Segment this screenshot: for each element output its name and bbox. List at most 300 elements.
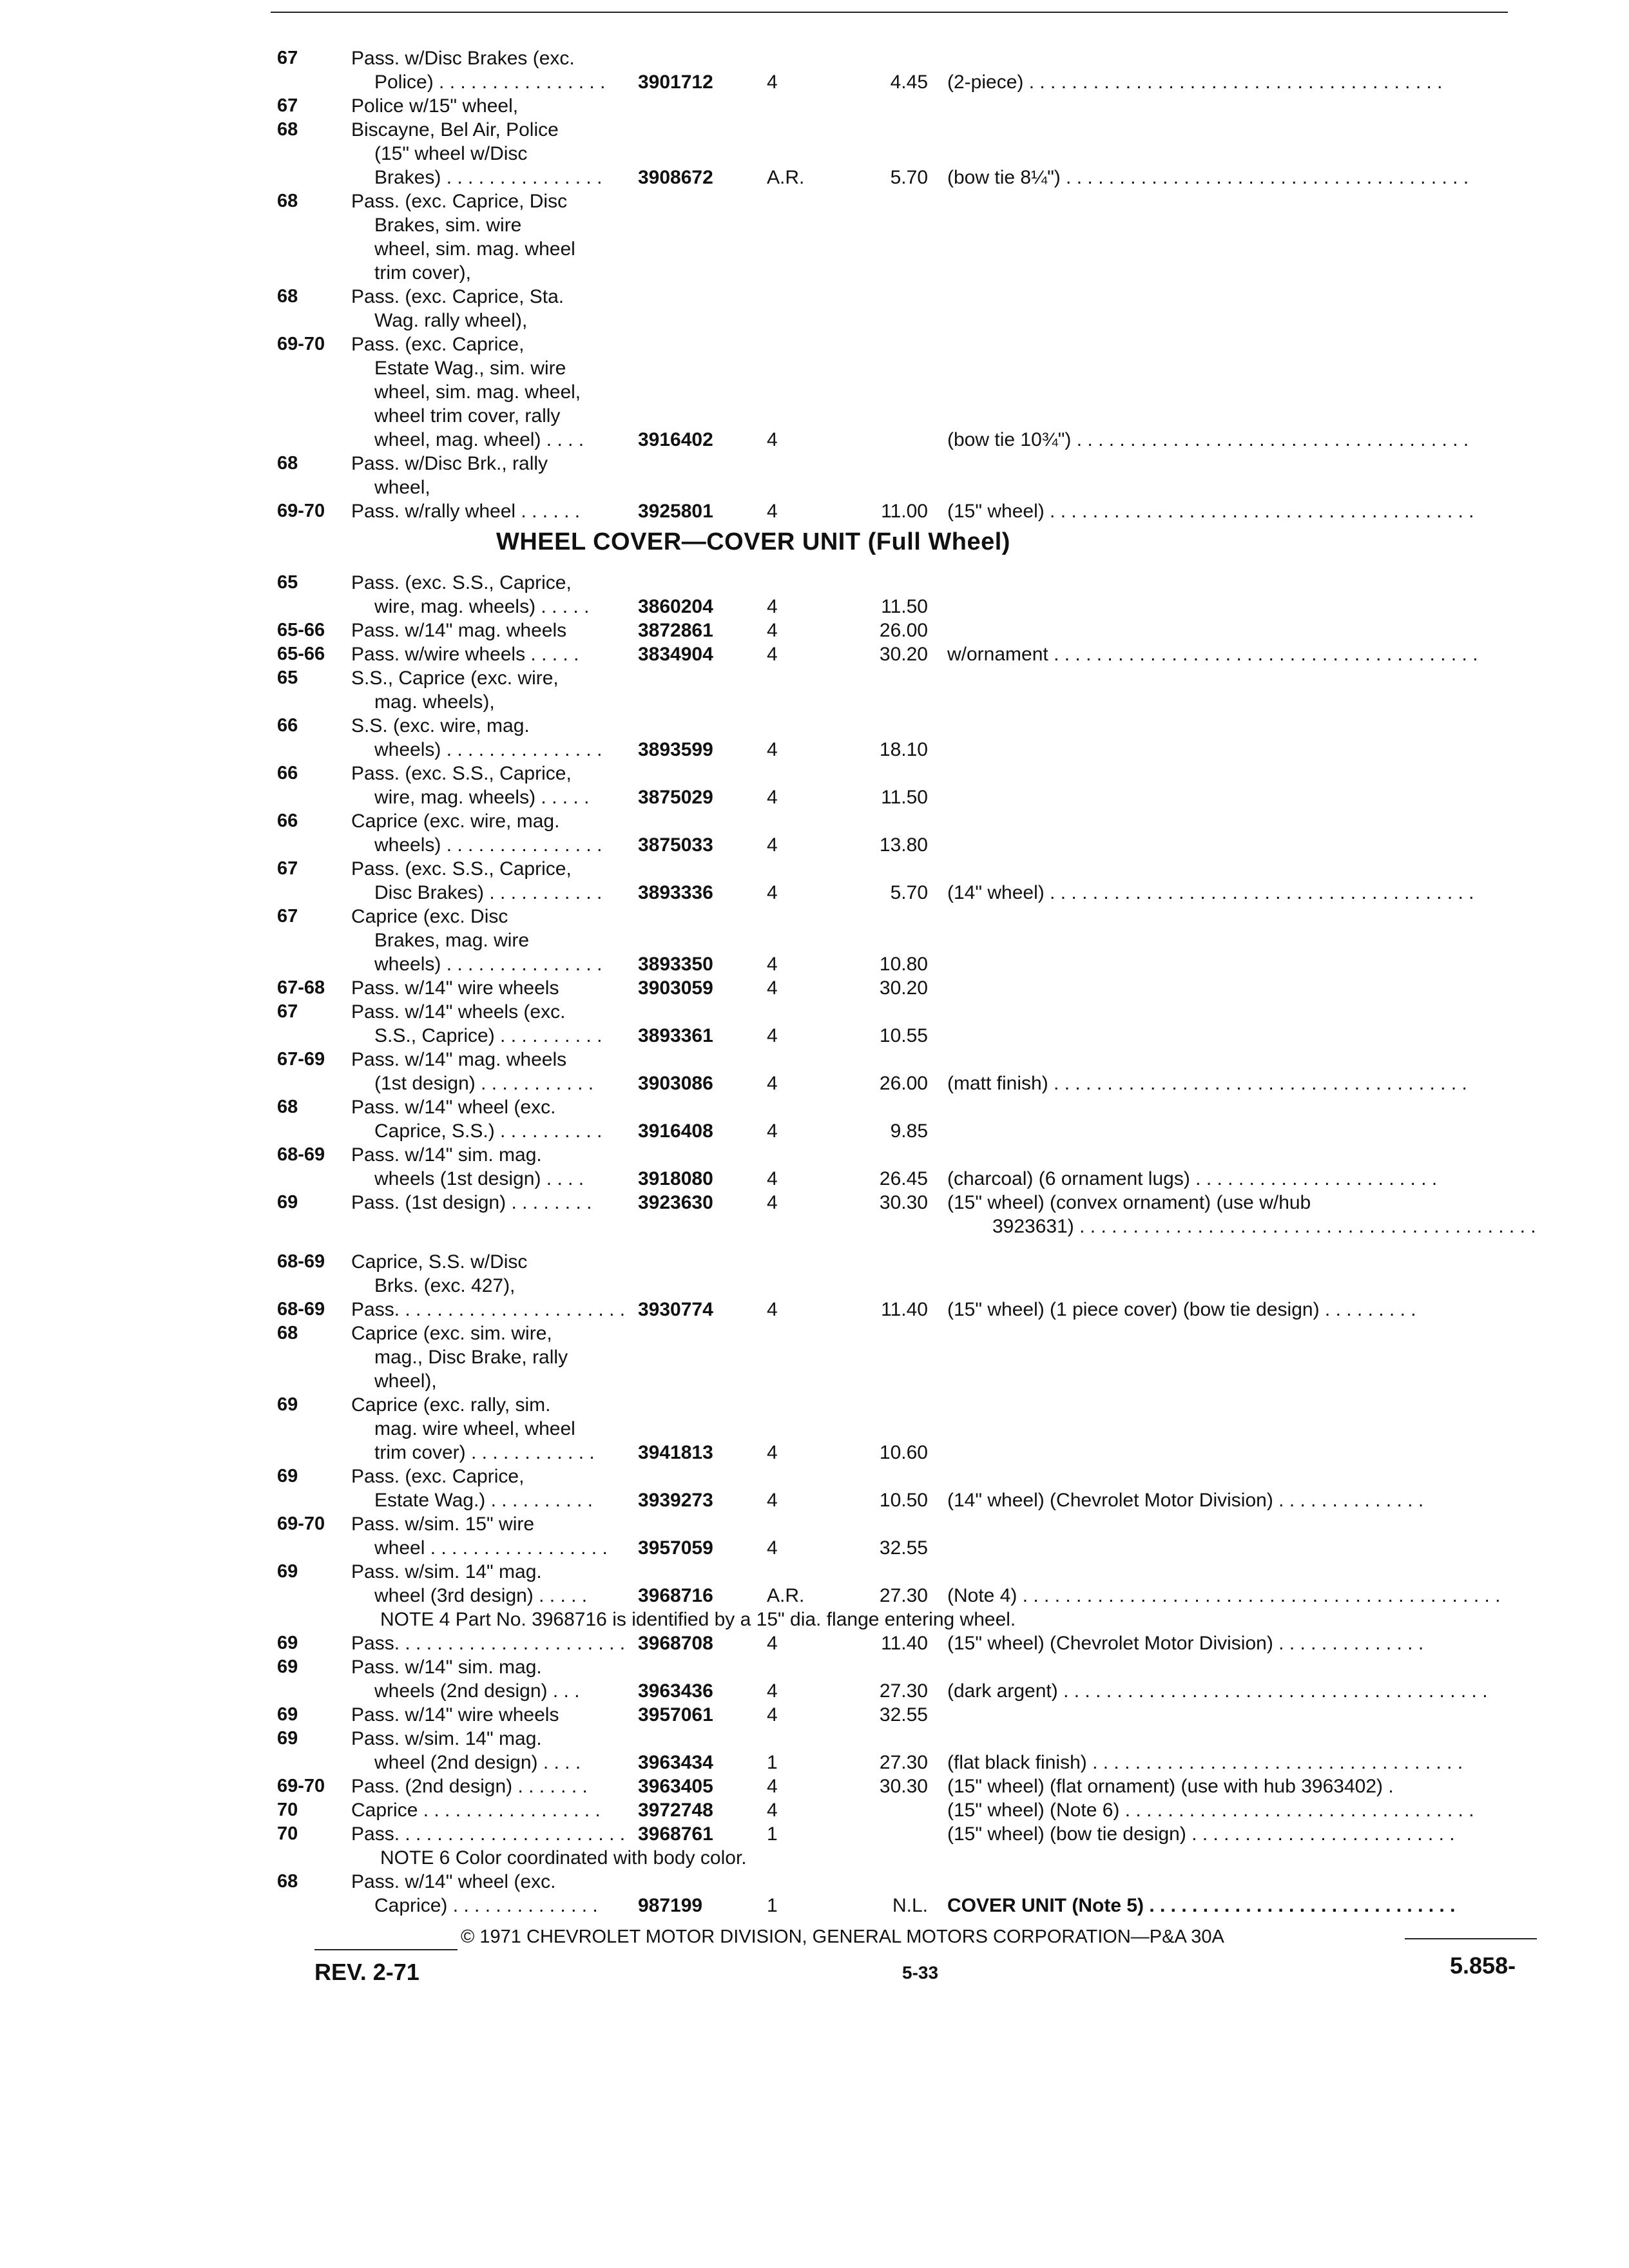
- entry-detail-line: [277, 1703, 1540, 1727]
- part-number: 3893599: [638, 739, 713, 760]
- part-number: 3903086: [638, 1073, 713, 1094]
- quantity: 4: [767, 834, 778, 856]
- entry-detail-line: [277, 1215, 1540, 1238]
- part-number: 3903059: [638, 977, 713, 999]
- note-line: NOTE 6 Color coordinated with body color.: [380, 1847, 747, 1869]
- parts-entry: [277, 1000, 1540, 1048]
- entry-detail-line: [277, 785, 1540, 809]
- part-number: 3968708: [638, 1633, 713, 1654]
- revision-label: REV. 2-71: [314, 1959, 419, 1985]
- model-year: 69: [277, 1561, 298, 1582]
- description-line: Pass. w/14" mag. wheels: [351, 1049, 567, 1070]
- description-line: Caprice . . . . . . . . . . . . . . . . .: [351, 1800, 601, 1821]
- price: 27.30: [879, 1585, 928, 1606]
- entry-detail-line: [277, 619, 1540, 642]
- parts-entry: [277, 1298, 1540, 1321]
- entry-detail-line: [277, 1751, 1540, 1774]
- part-number: 3972748: [638, 1800, 713, 1821]
- entry-detail-line: [277, 499, 1540, 523]
- description-line: wheel (3rd design) . . . . .: [374, 1585, 588, 1606]
- price: 5.70: [890, 882, 928, 903]
- quantity: 4: [767, 1192, 778, 1213]
- parts-entry: [277, 1191, 1540, 1238]
- price: 10.55: [879, 1025, 928, 1046]
- remarks: (15" wheel) (1 piece cover) (bow tie design) . . . . . . . . .: [947, 1299, 1416, 1320]
- quantity: 1: [767, 1752, 778, 1773]
- description-line: Caprice, S.S. w/Disc: [351, 1251, 528, 1273]
- entry-description: [351, 332, 628, 428]
- price: 10.50: [879, 1490, 928, 1511]
- quantity: 4: [767, 977, 778, 999]
- parts-entry: [277, 1655, 1540, 1703]
- model-year: 68-69: [277, 1144, 325, 1165]
- model-year: 69: [277, 1192, 298, 1213]
- entry-description: [351, 714, 628, 738]
- model-year: 69: [277, 1633, 298, 1653]
- part-number: 3968716: [638, 1585, 713, 1606]
- parts-entry: [277, 1250, 1540, 1298]
- description-line: Pass. w/sim. 14" mag.: [351, 1561, 542, 1582]
- description-line: Pass. w/14" wheels (exc.: [351, 1001, 566, 1023]
- parts-entry: [277, 499, 1540, 523]
- model-year: 69-70: [277, 1776, 325, 1796]
- remarks: COVER UNIT (Note 5) . . . . . . . . . . . . . . . . . . . . . . . . . . . . .: [947, 1895, 1456, 1916]
- entry-detail-line: [277, 166, 1540, 189]
- entry-detail-line: [277, 1679, 1540, 1703]
- entry-detail-line: [277, 1369, 1540, 1393]
- description-line: Pass. w/14" wheel (exc.: [351, 1871, 556, 1892]
- model-year: 67: [277, 906, 298, 927]
- description-line: Disc Brakes) . . . . . . . . . . .: [374, 882, 602, 903]
- price: 10.60: [879, 1442, 928, 1463]
- quantity: 4: [767, 1537, 778, 1559]
- entry-detail-line: [277, 881, 1540, 905]
- quantity: 4: [767, 1073, 778, 1094]
- description-line: Pass. w/rally wheel . . . . . .: [351, 501, 581, 522]
- part-number: 3908672: [638, 167, 713, 188]
- model-year: 68: [277, 453, 298, 474]
- description-line: Pass. w/wire wheels . . . . .: [351, 644, 579, 665]
- entry-detail-line: [277, 1298, 1540, 1321]
- part-number: 3968761: [638, 1823, 713, 1845]
- price: 11.50: [881, 787, 928, 808]
- price: 11.50: [881, 596, 928, 617]
- model-year: 68: [277, 1097, 298, 1117]
- description-line: wheels) . . . . . . . . . . . . . . .: [374, 739, 602, 760]
- parts-entry: [277, 571, 1540, 619]
- quantity: A.R.: [767, 1585, 805, 1606]
- quantity: 4: [767, 1442, 778, 1463]
- quantity: 4: [767, 739, 778, 760]
- description-line: Pass. w/Disc Brk., rally: [351, 453, 548, 474]
- model-year: 69-70: [277, 334, 325, 354]
- entry-detail-line: [277, 1631, 1540, 1655]
- entry-detail-line: [277, 952, 1540, 976]
- parts-entry: [277, 94, 1540, 118]
- entry-detail-line: [277, 1274, 1540, 1298]
- entry-description: [351, 1095, 628, 1119]
- page-number: 5-33: [902, 1963, 939, 1983]
- part-number: 987199: [638, 1895, 703, 1916]
- entry-detail-line: [277, 1072, 1540, 1095]
- parts-entry: [277, 1560, 1540, 1608]
- remarks: (15" wheel) . . . . . . . . . . . . . . . . . . . . . . . . . . . . . . . . . . . . . . . .: [947, 501, 1474, 522]
- entry-detail-line: [277, 595, 1540, 619]
- description-line: Pass. w/14" sim. mag.: [351, 1144, 542, 1166]
- description-line: Estate Wag.) . . . . . . . . . .: [374, 1490, 593, 1511]
- parts-entry: [277, 857, 1540, 905]
- quantity: 4: [767, 429, 778, 450]
- remarks: (15" wheel) (Chevrolet Motor Division) . . . . . . . . . . . . . .: [947, 1633, 1424, 1654]
- entry-detail-line: [277, 1536, 1540, 1560]
- price: N.L.: [892, 1895, 928, 1916]
- description-line: Biscayne, Bel Air, Police: [351, 119, 559, 140]
- parts-entry: [277, 332, 1540, 452]
- parts-entry: [277, 666, 1540, 714]
- remarks: (14" wheel) (Chevrolet Motor Division) . . . . . . . . . . . . . .: [947, 1490, 1424, 1511]
- price: 13.80: [879, 834, 928, 856]
- description-line: Wag. rally wheel),: [374, 310, 528, 331]
- price: 30.20: [879, 977, 928, 999]
- note-line: NOTE 4 Part No. 3968716 is identified by a 15" dia. flange entering wheel.: [380, 1609, 1016, 1630]
- entry-detail-line: [277, 1024, 1540, 1048]
- part-number: 3963434: [638, 1752, 713, 1773]
- entry-description: [351, 118, 628, 166]
- remarks: (2-piece) . . . . . . . . . . . . . . . . . . . . . . . . . . . . . . . . . . . . . . .: [947, 72, 1443, 93]
- remarks: (15" wheel) (flat ornament) (use with hub 3963402) .: [947, 1776, 1394, 1797]
- quantity: 4: [767, 1680, 778, 1702]
- entry-detail-line: [277, 1191, 1540, 1215]
- model-year: 69: [277, 1657, 298, 1677]
- price: 27.30: [879, 1680, 928, 1702]
- quantity: 4: [767, 1776, 778, 1797]
- model-year: 66: [277, 811, 298, 831]
- entry-description: [351, 809, 628, 833]
- price: 26.00: [879, 1073, 928, 1094]
- model-year: 69-70: [277, 501, 325, 521]
- model-year: 69-70: [277, 1514, 325, 1534]
- description-line: wheel, sim. mag. wheel: [374, 238, 575, 260]
- description-line: Caprice (exc. rally, sim.: [351, 1394, 551, 1416]
- price: 11.40: [881, 1299, 928, 1320]
- entry-description: [351, 762, 628, 785]
- part-number: 3957059: [638, 1537, 713, 1559]
- remarks: w/ornament . . . . . . . . . . . . . . . . . . . . . . . . . . . . . . . . . . . . . . . .: [947, 644, 1478, 665]
- description-line: wheel),: [374, 1370, 437, 1392]
- price: 32.55: [879, 1704, 928, 1725]
- copyright-line: © 1971 CHEVROLET MOTOR DIVISION, GENERAL MOTORS CORPORATION—P&A 30A: [461, 1927, 1224, 1947]
- quantity: 4: [767, 72, 778, 93]
- entry-detail-line: [277, 1822, 1540, 1846]
- description-line: Pass. w/14" mag. wheels: [351, 620, 567, 641]
- entry-description: [351, 1512, 628, 1536]
- entry-detail-line: [277, 428, 1540, 452]
- price: 30.20: [879, 644, 928, 665]
- remarks: 3923631) . . . . . . . . . . . . . . . . . . . . . . . . . . . . . . . . . . . . . . . . . . .: [992, 1216, 1536, 1237]
- parts-entry: [277, 46, 1540, 94]
- model-year: 65-66: [277, 644, 325, 664]
- description-line: Pass. (1st design) . . . . . . . .: [351, 1192, 592, 1213]
- model-year: 70: [277, 1823, 298, 1844]
- description-line: Estate Wag., sim. wire: [374, 358, 566, 379]
- entry-detail-line: [277, 738, 1540, 762]
- entry-detail-line: [277, 70, 1540, 94]
- quantity: 4: [767, 644, 778, 665]
- model-year: 65: [277, 572, 298, 593]
- parts-entry: [277, 1798, 1540, 1822]
- entry-detail-line: [277, 476, 1540, 499]
- remarks: (15" wheel) (convex ornament) (use w/hub: [947, 1192, 1311, 1213]
- entry-description: [351, 46, 628, 70]
- parts-entry: [277, 118, 1540, 189]
- entry-description: [351, 1727, 628, 1751]
- description-line: Pass. w/14" sim. mag.: [351, 1657, 542, 1678]
- model-year: 68-69: [277, 1251, 325, 1272]
- parts-entry: [277, 619, 1540, 642]
- quantity: 4: [767, 1025, 778, 1046]
- footer-rule-right: [1405, 1938, 1537, 1939]
- part-number: 3875029: [638, 787, 713, 808]
- entry-detail-line: [277, 1774, 1540, 1798]
- description-line: Brakes) . . . . . . . . . . . . . . .: [374, 167, 602, 188]
- description-line: Pass. (exc. Caprice, Disc: [351, 191, 568, 212]
- model-year: 68: [277, 286, 298, 307]
- model-year: 68: [277, 1871, 298, 1892]
- price: 30.30: [879, 1776, 928, 1797]
- description-line: Pass. (exc. Caprice,: [351, 334, 525, 355]
- model-year: 68: [277, 119, 298, 140]
- description-line: (1st design) . . . . . . . . . . .: [374, 1073, 594, 1094]
- part-number: 3963436: [638, 1680, 713, 1702]
- description-line: Police) . . . . . . . . . . . . . . . .: [374, 72, 606, 93]
- entry-description: [351, 857, 628, 881]
- description-line: Pass. . . . . . . . . . . . . . . . . . . . . .: [351, 1823, 626, 1845]
- description-line: Caprice (exc. Disc: [351, 906, 508, 927]
- model-year: 69: [277, 1394, 298, 1415]
- part-number: 3939273: [638, 1490, 713, 1511]
- parts-entry: [277, 809, 1540, 857]
- model-year: 68: [277, 191, 298, 211]
- entry-description: [351, 1250, 628, 1274]
- remarks: (Note 4) . . . . . . . . . . . . . . . . . . . . . . . . . . . . . . . . . . . . . . . . . . . . .: [947, 1585, 1501, 1606]
- description-line: wheel trim cover, rally: [374, 405, 561, 427]
- description-line: Brks. (exc. 427),: [374, 1275, 516, 1296]
- quantity: 4: [767, 1490, 778, 1511]
- description-line: Pass. w/14" wire wheels: [351, 977, 559, 999]
- part-number: 3893350: [638, 954, 713, 975]
- description-line: S.S., Caprice) . . . . . . . . . .: [374, 1025, 602, 1046]
- parts-entry: [277, 1465, 1540, 1512]
- description-line: Pass. (exc. S.S., Caprice,: [351, 572, 572, 593]
- description-line: Pass. w/sim. 15" wire: [351, 1514, 535, 1535]
- remarks: (flat black finish) . . . . . . . . . . . . . . . . . . . . . . . . . . . . . . . . . . .: [947, 1752, 1463, 1773]
- model-year: 65: [277, 668, 298, 688]
- model-year: 67: [277, 95, 298, 116]
- quantity: 4: [767, 1120, 778, 1142]
- price: 9.85: [890, 1120, 928, 1142]
- description-line: Pass. w/Disc Brakes (exc.: [351, 48, 575, 69]
- parts-entry: [277, 1143, 1540, 1191]
- parts-entry: [277, 1727, 1540, 1774]
- parts-entry: [277, 1822, 1540, 1846]
- entry-detail-line: [277, 690, 1540, 714]
- parts-entry: [277, 1048, 1540, 1095]
- part-number: 3918080: [638, 1168, 713, 1189]
- description-line: wheel, sim. mag. wheel,: [374, 381, 581, 403]
- model-year: 69: [277, 1466, 298, 1486]
- description-line: Caprice (exc. wire, mag.: [351, 811, 560, 832]
- model-year: 69: [277, 1704, 298, 1725]
- entry-description: [351, 189, 628, 261]
- description-line: wheels (1st design) . . . .: [374, 1168, 584, 1189]
- quantity: 4: [767, 954, 778, 975]
- quantity: 1: [767, 1895, 778, 1916]
- parts-list-upper: [277, 46, 1540, 523]
- model-year: 65-66: [277, 620, 325, 640]
- remarks: (matt finish) . . . . . . . . . . . . . . . . . . . . . . . . . . . . . . . . . . . . . . .: [947, 1073, 1467, 1094]
- price: 10.80: [879, 954, 928, 975]
- part-number: 3875033: [638, 834, 713, 856]
- parts-entry: [277, 452, 1540, 499]
- model-year: 67-68: [277, 977, 325, 998]
- entry-description: [351, 1143, 628, 1167]
- part-number: 3957061: [638, 1704, 713, 1725]
- description-line: mag., Disc Brake, rally: [374, 1347, 568, 1368]
- description-line: wheels) . . . . . . . . . . . . . . .: [374, 954, 602, 975]
- quantity: 4: [767, 1800, 778, 1821]
- parts-entry: [277, 1774, 1540, 1798]
- entry-description: [351, 452, 628, 476]
- quantity: 4: [767, 620, 778, 641]
- description-line: Pass. (2nd design) . . . . . . .: [351, 1776, 588, 1797]
- price: 26.00: [879, 620, 928, 641]
- parts-entry: [277, 1870, 1540, 1917]
- parts-entry: [277, 714, 1540, 762]
- parts-entry: [277, 1393, 1540, 1465]
- remarks: (14" wheel) . . . . . . . . . . . . . . . . . . . . . . . . . . . . . . . . . . . . . . . .: [947, 882, 1474, 903]
- description-line: Brakes, sim. wire: [374, 215, 522, 236]
- part-number: 3834904: [638, 644, 713, 665]
- description-line: wheels) . . . . . . . . . . . . . . .: [374, 834, 602, 856]
- description-line: wheels (2nd design) . . .: [374, 1680, 580, 1702]
- section-code: 5.858-: [1450, 1952, 1516, 1979]
- remarks: (15" wheel) (bow tie design) . . . . . . . . . . . . . . . . . . . . . . . . .: [947, 1823, 1455, 1845]
- description-line: wire, mag. wheels) . . . . .: [374, 787, 590, 808]
- parts-entry: [277, 976, 1540, 1000]
- part-number: 3893361: [638, 1025, 713, 1046]
- description-line: wheel . . . . . . . . . . . . . . . . .: [374, 1537, 608, 1559]
- entry-description: [351, 1393, 628, 1441]
- model-year: 70: [277, 1800, 298, 1820]
- price: 18.10: [879, 739, 928, 760]
- price: 5.70: [890, 167, 928, 188]
- part-number: 3872861: [638, 620, 713, 641]
- remarks: (15" wheel) (Note 6) . . . . . . . . . . . . . . . . . . . . . . . . . . . . . . . . .: [947, 1800, 1474, 1821]
- description-line: wheel,: [374, 477, 430, 498]
- entry-description: [351, 285, 628, 309]
- quantity: 1: [767, 1823, 778, 1845]
- model-year: 66: [277, 715, 298, 736]
- description-line: Caprice) . . . . . . . . . . . . . .: [374, 1895, 598, 1916]
- price: 11.40: [881, 1633, 928, 1654]
- part-number: 3941813: [638, 1442, 713, 1463]
- parts-entry: [277, 762, 1540, 809]
- parts-entry: [277, 1703, 1540, 1727]
- entry-description: [351, 571, 628, 595]
- price: 30.30: [879, 1192, 928, 1213]
- description-line: Pass. (exc. Caprice,: [351, 1466, 525, 1487]
- footer-rule-left: [314, 1949, 458, 1950]
- part-number: 3930774: [638, 1299, 713, 1320]
- price: 11.00: [881, 501, 928, 522]
- entry-detail-line: [277, 976, 1540, 1000]
- entry-detail-line: [277, 833, 1540, 857]
- description-line: wheel (2nd design) . . . .: [374, 1752, 581, 1773]
- description-line: Caprice (exc. sim. wire,: [351, 1323, 552, 1344]
- parts-entry: [277, 1321, 1540, 1393]
- model-year: 67: [277, 48, 298, 68]
- model-year: 67-69: [277, 1049, 325, 1070]
- description-line: Brakes, mag. wire: [374, 930, 530, 951]
- quantity: 4: [767, 1299, 778, 1320]
- description-line: mag. wire wheel, wheel: [374, 1418, 575, 1439]
- entry-detail-line: [277, 94, 1540, 118]
- top-rule: [271, 12, 1508, 13]
- parts-entry: [277, 285, 1540, 332]
- description-line: Pass. (exc. S.S., Caprice,: [351, 763, 572, 784]
- model-year: 68-69: [277, 1299, 325, 1320]
- entry-description: [351, 905, 628, 952]
- parts-entry: [277, 1095, 1540, 1143]
- model-year: 68: [277, 1323, 298, 1343]
- description-line: S.S. (exc. wire, mag.: [351, 715, 530, 736]
- description-line: Pass. . . . . . . . . . . . . . . . . . . . . .: [351, 1299, 626, 1320]
- description-line: trim cover) . . . . . . . . . . . .: [374, 1442, 595, 1463]
- entry-description: [351, 1000, 628, 1024]
- entry-description: [351, 1870, 628, 1894]
- section-heading: WHEEL COVER—COVER UNIT (Full Wheel): [496, 528, 1010, 555]
- description-line: mag. wheels),: [374, 691, 495, 713]
- entry-detail-line: [277, 642, 1540, 666]
- quantity: 4: [767, 1633, 778, 1654]
- remarks: (bow tie 10¾") . . . . . . . . . . . . . . . . . . . . . . . . . . . . . . . . . . . . .: [947, 429, 1469, 450]
- part-number: 3923630: [638, 1192, 713, 1213]
- entry-description: [351, 1655, 628, 1679]
- description-line: trim cover),: [374, 262, 471, 284]
- part-number: 3901712: [638, 72, 713, 93]
- quantity: 4: [767, 882, 778, 903]
- description-line: Pass. (exc. Caprice, Sta.: [351, 286, 564, 307]
- remarks: (dark argent) . . . . . . . . . . . . . . . . . . . . . . . . . . . . . . . . . . . . . . . .: [947, 1680, 1488, 1702]
- remarks: (charcoal) (6 ornament lugs) . . . . . . . . . . . . . . . . . . . . . . .: [947, 1168, 1438, 1189]
- part-number: 3963405: [638, 1776, 713, 1797]
- parts-list-wheel-cover: [277, 571, 1540, 1917]
- entry-description: [351, 1048, 628, 1072]
- description-line: Pass. (exc. S.S., Caprice,: [351, 858, 572, 879]
- description-line: Caprice, S.S.) . . . . . . . . . .: [374, 1120, 602, 1142]
- parts-entry: [277, 642, 1540, 666]
- model-year: 67: [277, 858, 298, 879]
- model-year: 66: [277, 763, 298, 783]
- parts-entry: [277, 905, 1540, 976]
- parts-entry: [277, 1512, 1540, 1560]
- description-line: Police w/15" wheel,: [351, 95, 519, 117]
- description-line: Pass. w/14" wire wheels: [351, 1704, 559, 1725]
- price: 32.55: [879, 1537, 928, 1559]
- part-number: 3916408: [638, 1120, 713, 1142]
- entry-detail-line: [277, 309, 1540, 332]
- entry-detail-line: [277, 1894, 1540, 1917]
